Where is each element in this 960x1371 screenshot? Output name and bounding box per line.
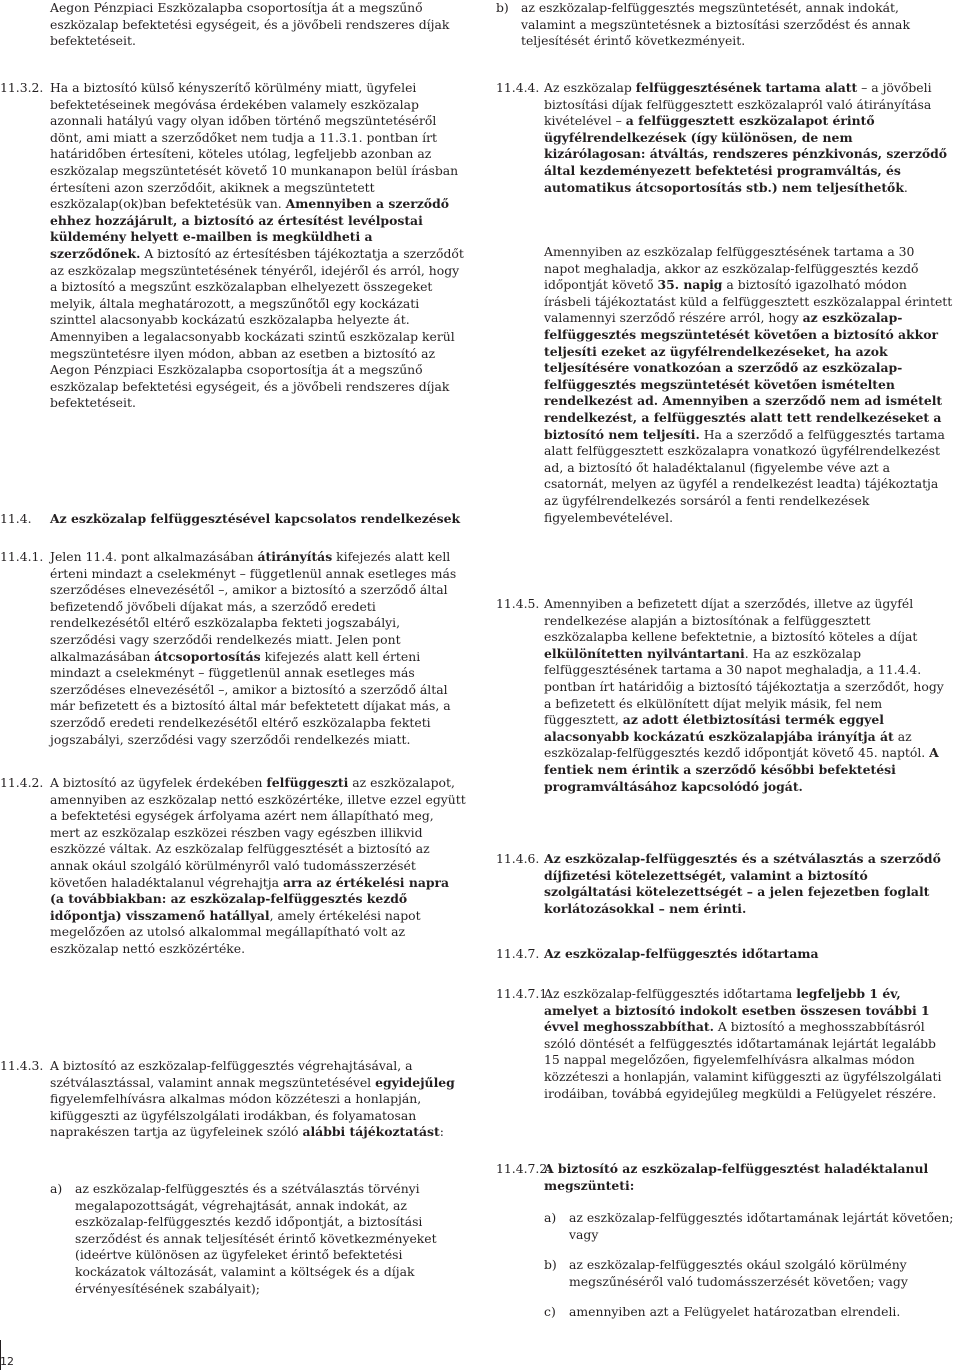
clause-text: A biztosító az ügyfelek érdekében felfüggeszti az eszközalapot, amennyiben az eszközalap nettó eszközértéke, illetve ezzel együtt a befektetési egységek árfolyama azért nem állapítható meg, mert az eszközalap eszközei részben vagy egészben illikvid eszközzé váltak. Az eszközalap felfüggesztését a biztosító az annak okául szolgáló körülményről való tudomásszerzését követően haladéktalanul végrehajtja arra az értékelési napra (a továbbiakban: az eszközalap-felfüggesztés kezdő időpontja) visszamenő hatállyal, amely értékelési napot megelőzően az utolsó alkalommal megállapítható volt az eszközalap nettó eszközértéke. [50, 775, 466, 956]
page-number: 12 [0, 1355, 14, 1368]
clause-text: A biztosító az eszközalap-felfüggesztést haladéktalanul megszünteti: [544, 1161, 929, 1193]
clause-number: b) [496, 0, 509, 15]
clause-text: Amennyiben az eszközalap felfüggesztésének tartama a 30 napot meghaladja, akkor az eszközalap-felfüggesztés kezdő időpontját követő 35. napig a biztosító igazolható módon írásbeli tájékoztatást küld a felfüggesztett eszközalappal érintett valamennyi szerződő részére arról, hogy az eszközalap-felfüggesztés megszüntetését követően a biztosító akkor teljesíti ezeket az ügyfélrendelkezéseket, ha azok teljesítésére vonatkozóan a szerződő az eszközalap-felfüggesztés megszüntetését követően ismételten rendelkezést ad. Amennyiben a szerződő nem ad ismételt rendelkezést, a felfüggesztés alatt tett rendelkezéseket a biztosító nem teljesíti. Ha a szerződő a felfüggesztés tartama alatt felfüggesztett eszközalapra vonatkozó ügyfélrendelkezést ad, a biztosító őt haladéktalanul (figyelembe véve azt a csatornát, melyen az ügyfél a rendelkezést leadta) tájékoztatja az ügyfélrendelkezés sorsáról a fenti rendelkezések figyelembevételével. [544, 244, 953, 525]
clause-text: az eszközalap-felfüggesztés és a szétválasztás törvényi megalapozottságát, végrehajtását, annak indokát, az eszközalap-felfüggesztés kezdő időpontját, a biztosítási szerződést és annak teljesítését érintő következményeket (ideértve különösen az ügyfeleket érintő befektetési kockázatok változását, valamint a költségek és a díjak érvényesítésének szabályait); [75, 1181, 437, 1296]
clause-number: 11.4.2. [0, 775, 44, 790]
clause-number: 11.4.4. [496, 80, 540, 95]
clause-number: 11.3.2. [0, 80, 44, 95]
clause-text: Aegon Pénzpiaci Eszközalapba csoportosítja át a megszűnő eszközalap befektetési egységeit, és a jövőbeli rendszeres díjak befektetéseit. [50, 0, 450, 49]
clause-number: 11.4.3. [0, 1058, 44, 1073]
clause-text: az eszközalap-felfüggesztés megszüntetését, annak indokát, valamint a megszüntetésnek a biztosítási szerződést és annak teljesítését érintő következményeit. [521, 0, 910, 49]
clause-text: Jelen 11.4. pont alkalmazásában átirányítás kifejezés alatt kell érteni mindazt a cselekményt – függetlenül annak esetleges más szerződéses elnevezésétől –, amikor a biztosító a szerződő által befizetendő jövőbeli díjakat más, a szerződő eredeti rendelkezésétől eltérő eszközalapba fekteti jogszabályi, szerződési vagy szerződői rendelkezés miatt. Jelen pont alkalmazásában átcsoportosítás kifejezés alatt kell érteni mindazt a cselekményt – függetlenül annak esetleges más szerződéses elnevezésétől –, amikor a biztosító a szerződő által már befizetett és a biztosító által már befektetett díjakat más, a szerződő eredeti rendelkezésétől eltérő eszközalapba fekteti jogszabályi, szerződési vagy szerződői rendelkezés miatt. [50, 549, 457, 747]
clause-text: Az eszközalap-felfüggesztés időtartama legfeljebb 1 év, amelyet a biztosító indokolt esetben összesen további 1 évvel meghosszabbíthat. A biztosító a meghosszabbításról szóló döntését a felfüggesztés időtartamának lejártát legalább 15 nappal megelőzően, figyelemfelhívásra alkalmas módon közzéteszi a honlapján, valamint kifüggeszti az ügyfélszolgálati irodáiban, továbbá egyidejűleg megküldi a Felügyelet részére. [544, 986, 942, 1101]
clause-number: 11.4.1. [0, 549, 44, 564]
clause-text: amennyiben azt a Felügyelet határozatban elrendeli. [569, 1304, 901, 1319]
clause-number: 11.4.5. [496, 596, 540, 611]
clause-text: A biztosító az eszközalap-felfüggesztés végrehajtásával, a szétválasztással, valamint annak megszüntetésével egyidejűleg figyelemfelhívásra alkalmas módon közzéteszi a honlapján, kifüggeszti az ügyfélszolgálati irodákban, és folyamatosan naprakészen tartja az ügyfeleinek szóló alábbi tájékoztatást: [50, 1058, 455, 1140]
clause-text: Az eszközalap felfüggesztésével kapcsolatos rendelkezések [50, 511, 461, 526]
clause-number: 11.4. [0, 511, 32, 526]
clause-number: 11.4.7.1. [496, 986, 552, 1001]
clause-number: c) [544, 1304, 556, 1319]
clause-number: 11.4.7.2. [496, 1161, 552, 1176]
clause-text: Amennyiben a befizetett díjat a szerződés, illetve az ügyfél rendelkezése alapján a biztosítónak a felfüggesztett eszközalapba kellene befektetnie, a biztosító köteles a díjat elkülönítetten nyilvántartani. Ha az eszközalap felfüggesztésének tartama a 30 napot meghaladja, a 11.4.4. pontban írt határidőig a biztosító tájékoztatja a szerződőt, hogy a befizetett és elkülönített díjat melyik másik, fel nem függesztett, az adott életbiztosítási termék eggyel alacsonyabb kockázatú eszközalapjába irányítja át az eszközalap-felfüggesztés kezdő időpontját követő 45. naptól. A fentiek nem érintik a szerződő későbbi befektetési programváltásához kapcsolódó jogát. [544, 596, 944, 794]
clause-number: 11.4.7. [496, 946, 540, 961]
clause-number: 11.4.6. [496, 851, 540, 866]
clause-text: Az eszközalap-felfüggesztés időtartama [544, 946, 819, 961]
clause-text: Az eszközalap-felfüggesztés és a szétválasztás a szerződő díjfizetési kötelezettségét, valamint a biztosító szolgáltatási kötelezettségét – a jelen fejezetben foglalt korlátozásokkal – nem érinti. [544, 851, 941, 916]
clause-text: az eszközalap-felfüggesztés időtartamának lejártát követően; vagy [569, 1210, 954, 1242]
clause-text: Az eszközalap felfüggesztésének tartama alatt – a jövőbeli biztosítási díjak felfüggesztett eszközalapról való átirányítása kivételével – a felfüggesztett eszközalapot érintő ügyfélrendelkezések (így különösen, de nem kizárólagosan: átváltás, rendszeres pénzkivonás, szerződő által kezdeményezett befektetési programváltás, és automatikus átcsoportosítás stb.) nem teljesíthetők. [544, 80, 948, 195]
clause-number: a) [544, 1210, 557, 1225]
clause-text: az eszközalap-felfüggesztés okául szolgáló körülmény megszűnéséről való tudomásszerzését követően; vagy [569, 1257, 908, 1289]
clause-number: b) [544, 1257, 557, 1272]
clause-text: Ha a biztosító külső kényszerítő körülmény miatt, ügyfelei befektetéseinek megóvása érdekében valamely eszközalap azonnali hatályú vagy olyan időben történő megszüntetéséről dönt, ami miatt a szerződőket nem tudja a 11.3.1. pontban írt határidőben értesíteni, köteles utólag, legfeljebb azonban az eszközalap megszüntetését követő 10 munkanapon belül írásban értesíteni azon szerződőit, akiknek a megszüntetett eszközalap(ok)ban befektetésük van. Amennyiben a szerződő ehhez hozzájárult, a biztosító az értesítést levélpostai küldemény helyett e-mailben is megküldheti a szerződőnek. A biztosító az értesítésben tájékoztatja a szerződőt az eszközalap megszüntetésének tényéről, idejéről és arról, hogy a biztosító a megszűnt eszközalapban elhelyezett összegeket melyik, általa meghatározott, a megszűnőtől egy kockázati szinttel alacsonyabb kockázatú eszközalapba helyezte át. Amennyiben a legalacsonyabb kockázati szintű eszközalap kerül megszüntetésre ilyen módon, abban az esetben a biztosító az Aegon Pénzpiaci Eszközalapba csoportosítja át a megszűnő eszközalap befektetési egységeit, és a jövőbeli rendszeres díjak befektetéseit. [50, 80, 464, 411]
clause-number: a) [50, 1181, 63, 1196]
